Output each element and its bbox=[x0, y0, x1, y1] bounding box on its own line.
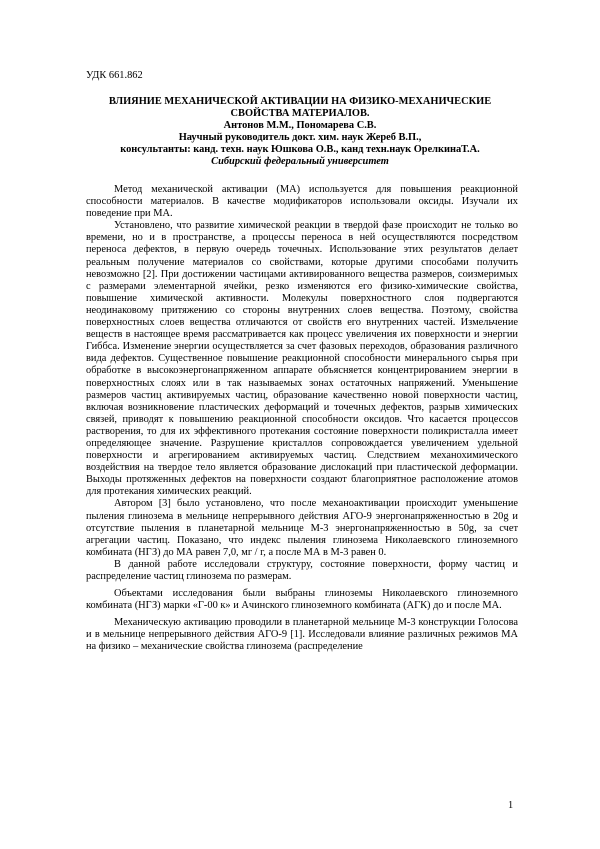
affiliation: Сибирский федеральный университет bbox=[211, 156, 389, 168]
article-header bbox=[60, 96, 540, 169]
article-body bbox=[86, 184, 518, 654]
paragraph-4: В данной работе исследовали структуру, состояние поверхности, форму частиц и распределение частиц глинозема по размерам. bbox=[86, 558, 518, 582]
consultants: консультанты: канд. техн. наук Юшкова О.В., канд техн.наук ОрелкинаТ.А. bbox=[120, 144, 480, 156]
authors: Антонов М.М., Пономарева С.В. bbox=[223, 120, 377, 132]
paragraph-1: Метод механической активации (МА) используется для повышения реакционной способности материалов. В качестве модификаторов использовали оксиды. Изучали их поведение при МА. bbox=[86, 184, 518, 220]
paragraph-5: Объектами исследования были выбраны глиноземы Николаевского глиноземного комбината (НГЗ) марки «Г-00 к» и Ачинского глиноземного комбината (АГК) до и после МА. bbox=[86, 588, 518, 612]
supervisor: Научный руководитель докт. хим. наук Жереб В.П., bbox=[178, 132, 422, 144]
paragraph-6: Механическую активацию проводили в планетарной мельнице М-3 конструкции Голосова и в мельнице непрерывного действия АГО-9 [1]. Исследовали влияние различных режимов МА на физико – механические свойства глинозема (распределение bbox=[86, 617, 518, 653]
title-line-1: ВЛИЯНИЕ МЕХАНИЧЕСКОЙ АКТИВАЦИИ НА ФИЗИКО-МЕХАНИЧЕСКИЕ bbox=[108, 96, 492, 107]
udk-code: УДК 661.862 bbox=[86, 70, 143, 81]
title-line-2: СВОЙСТВА МАТЕРИАЛОВ. bbox=[230, 108, 370, 120]
page-number: 1 bbox=[508, 800, 514, 811]
paragraph-2: Установлено, что развитие химической реакции в твердой фазе происходит не только во времени, но и в пространстве, а процессы переноса в ней осуществляются посредством переноса дефектов, в первую очередь точечных. Использование этих результатов делает реальным получение материалов со свойствами, которые другими способами получить невозможно [2]. При достижении частицами активированного вещества размеров, соизмеримых с размерами элементарной ячейки, резко изменяются его физико-химические свойства, повышение химической активности. Молекулы поверхностного слоя подвергаются неодинаковому притяжению со стороны внутренних слоев вещества. Поэтому, свойства поверхностных слоев вещества отличаются от свойств его внутренних частей. Измельчение веществ в настоящее время рассматривается как процесс увеличения их поверхности и энергии Гиббса. Изменение энергии осуществляется за счет фазовых переходов, образования различного вида дефектов. Существенное повышение реакционной способности минерального сырья при обработке в высокоэнергонапряженном аппарате объясняется концентрированием энергии в поверхностных слоях или в так называемых зонах остаточных напряжений. Уменьшение размеров частиц активируемых частиц, образование качественно новой поверхности частиц, включая возникновение пластических деформаций и точечных дефектов, разрыв химических связей, приводят к повышению реакционной способности оксидов. Что касается процессов растворения, то для их эффективного протекания состояние поверхности поликристалла имеет определяющее значение. Разрушение кристаллов сопровождается увеличением удельной поверхности и агрегированием активируемых частиц. Следствием механохимического воздействия на твердое тело является образование дислокаций при пластической деформации. Выходы протяженных дефектов на поверхности создают благоприятное расположение атомов для протекания химических реакций. bbox=[86, 220, 518, 498]
paragraph-3: Автором [3] было установлено, что после механоактивации происходит уменьшение пыления глинозема в мельнице непрерывного действия АГО-9 энергонапряженностью в 20g и отсутствие пыления в планетарной мельнице М-3 энергонапряженностью в 50g, за счет агрегации частиц. Показано, что индекс пыления глинозема Николаевского глиноземного комбината (НГЗ) до МА равен 7,0, мг / г, а после МА в М-3 равен 0. bbox=[86, 498, 518, 558]
